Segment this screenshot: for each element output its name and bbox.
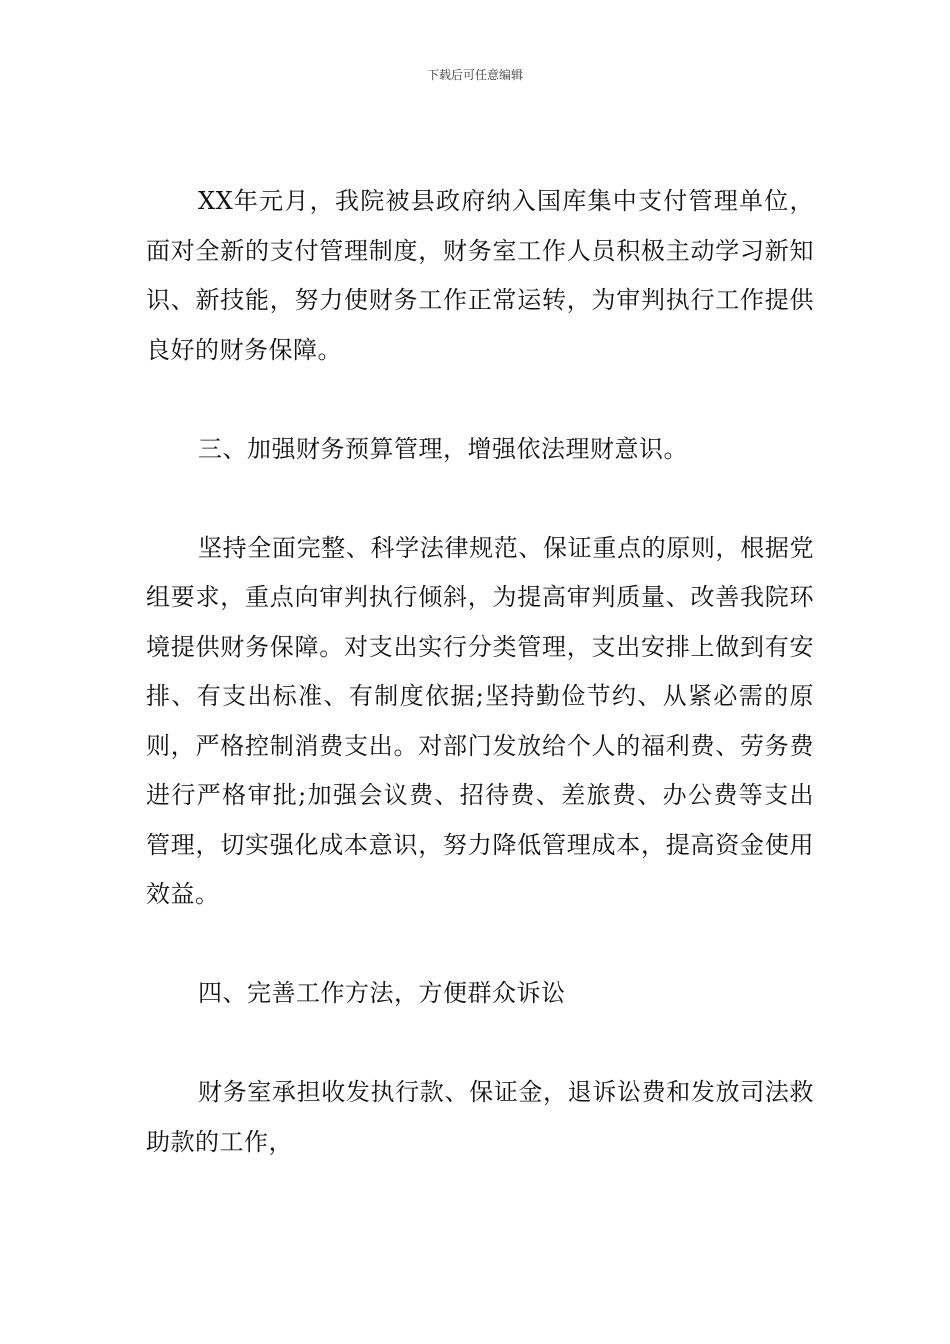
paragraph-spacer bbox=[146, 474, 814, 524]
paragraph-budget-management: 坚持全面完整、科学法律规范、保证重点的原则，根据党组要求，重点向审判执行倾斜，为提高审判质量、改善我院环境提供财务保障。对支出实行分类管理，支出安排上做到有安排、有支出标准、有制度依据;坚持勤俭节约、从紧必需的原则，严格控制消费支出。对部门发放给个人的福利费、劳务费进行严格审批;加强会议费、招待费、差旅费、办公费等支出管理，切实强化成本意识，努力降低管理成本，提高资金使用效益。 bbox=[146, 533, 814, 908]
paragraph-spacer bbox=[146, 1019, 814, 1069]
section-heading-3: 三、加强财务预算管理，增强依法理财意识。 bbox=[198, 434, 688, 463]
paragraph-spacer bbox=[146, 920, 814, 970]
section-heading-4: 四、完善工作方法，方便群众诉讼 bbox=[198, 979, 566, 1007]
paragraph-spacer bbox=[146, 375, 814, 425]
paragraph-litigation-funds: 财务室承担收发执行款、保证金，退诉讼费和发放司法救助款的工作， bbox=[146, 1078, 814, 1156]
document-body bbox=[146, 177, 814, 1167]
paragraph-treasury-payment: XX年元月，我院被县政府纳入国库集中支付管理单位，面对全新的支付管理制度，财务室工作人员积极主动学习新知识、新技能，努力使财务工作正常运转，为审判执行工作提供良好的财务保障。 bbox=[146, 187, 814, 364]
header-note: 下载后可任意编辑 bbox=[426, 68, 523, 82]
